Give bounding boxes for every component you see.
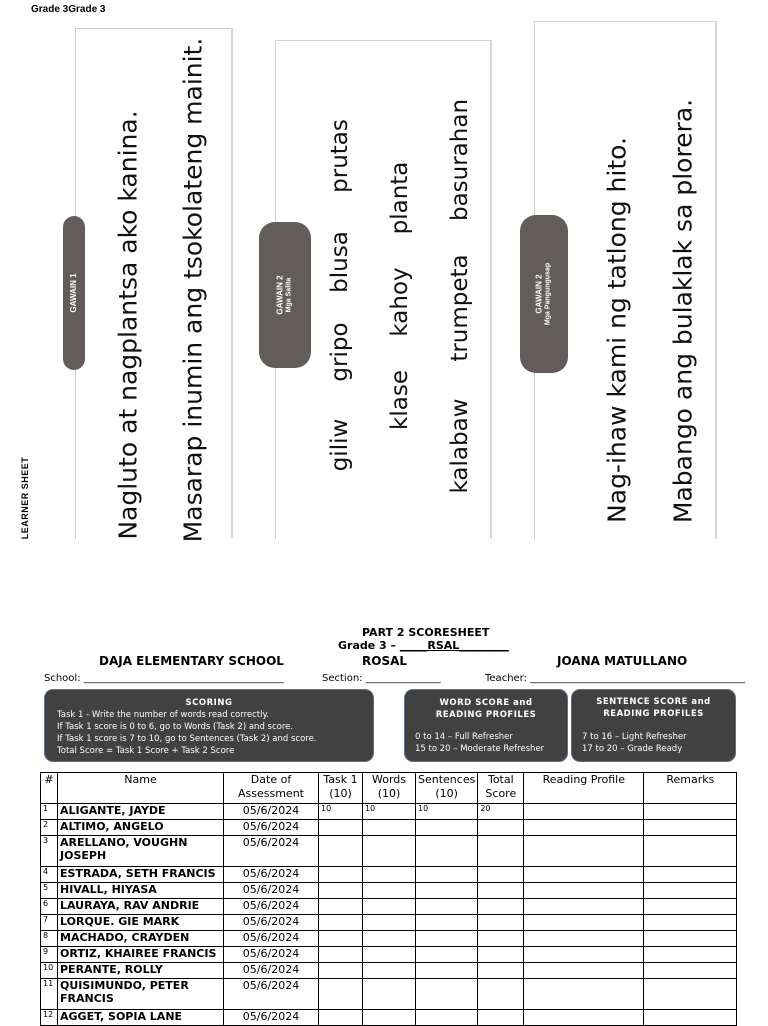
task1-score [319, 915, 363, 931]
sentence-profile-line: 7 to 16 – Light Refresher [582, 732, 687, 742]
task1-score [319, 883, 363, 899]
school-field: School: ________________________________________ [44, 673, 284, 684]
reading-profile [524, 804, 644, 820]
student-name: ALIGANTE, JAYDE [58, 804, 224, 820]
assessment-date: 05/6/2024 [224, 963, 319, 979]
col-header-name: Name [58, 773, 224, 804]
row-number: 7 [41, 915, 58, 931]
assessment-date: 05/6/2024 [224, 820, 319, 836]
table-row [41, 804, 737, 820]
words-score [363, 836, 416, 867]
words-score: 10 [363, 804, 416, 820]
row-number: 1 [41, 804, 58, 820]
grade-header: Grade 3Grade 3 [31, 4, 106, 15]
task1-score [319, 979, 363, 1010]
remarks [644, 836, 737, 867]
row-number: 8 [41, 931, 58, 947]
col-header-sentences: Sentences (10) [416, 773, 478, 804]
assessment-date: 05/6/2024 [224, 979, 319, 1010]
gawain2-sentences-label [535, 263, 554, 325]
student-name: HIVALL, HIYASA [58, 883, 224, 899]
assessment-date: 05/6/2024 [224, 899, 319, 915]
gawain2-sentences-title: GAWAIN 2 [534, 274, 544, 314]
student-name: ESTRADA, SETH FRANCIS [58, 867, 224, 883]
row-number: 10 [41, 963, 58, 979]
gawain2-words-pill [259, 222, 311, 368]
total-score [478, 963, 524, 979]
col-header-number: # [41, 773, 58, 804]
col-header-words: Words (10) [363, 773, 416, 804]
task1-score [319, 947, 363, 963]
student-name: ALTIMO, ANGELO [58, 820, 224, 836]
total-score [478, 931, 524, 947]
sentences-score [416, 915, 478, 931]
remarks [644, 979, 737, 1010]
grade-prefix: Grade 3 – [338, 639, 397, 652]
remarks [644, 947, 737, 963]
section-name: ROSAL [362, 654, 408, 668]
word-prutas: prutas [327, 119, 353, 193]
col-header-remarks: Remarks [644, 773, 737, 804]
row-number: 4 [41, 867, 58, 883]
sentences-score [416, 979, 478, 1010]
assessment-date: 05/6/2024 [224, 947, 319, 963]
task1-score [319, 931, 363, 947]
student-name: PERANTE, ROLLY [58, 963, 224, 979]
sentences-score [416, 931, 478, 947]
table-row [41, 836, 737, 867]
table-row [41, 963, 737, 979]
words-score [363, 883, 416, 899]
sentences-score: 10 [416, 804, 478, 820]
reading-profile [524, 979, 644, 1010]
reading-profile [524, 899, 644, 915]
row-number: 5 [41, 883, 58, 899]
remarks [644, 899, 737, 915]
table-row [41, 899, 737, 915]
assessment-date: 05/6/2024 [224, 1010, 319, 1026]
reading-profile [524, 836, 644, 867]
total-score [478, 1010, 524, 1026]
teacher-name: JOANA MATULLANO [557, 654, 688, 668]
assessment-date: 05/6/2024 [224, 804, 319, 820]
word-profile-line: 0 to 14 – Full Refresher [415, 732, 513, 742]
words-score [363, 931, 416, 947]
total-score [478, 979, 524, 1010]
assessment-date: 05/6/2024 [224, 915, 319, 931]
total-score [478, 899, 524, 915]
reading-profile [524, 867, 644, 883]
sentences-score [416, 963, 478, 979]
reading-profile [524, 820, 644, 836]
remarks [644, 804, 737, 820]
table-row [41, 915, 737, 931]
remarks [644, 931, 737, 947]
task1-score: 10 [319, 804, 363, 820]
school-name: DAJA ELEMENTARY SCHOOL [99, 654, 284, 668]
row-number: 6 [41, 899, 58, 915]
sentences-score [416, 899, 478, 915]
gawain2-sentences-subtitle: Mga Pangungusap [544, 262, 552, 326]
word-profiles-title-1: WORD SCORE and [439, 698, 533, 708]
sentences-score [416, 820, 478, 836]
remarks [644, 1010, 737, 1026]
gawain2-sentence-2: Mabango ang bulaklak sa plorera. [668, 98, 698, 524]
total-score [478, 820, 524, 836]
table-row [41, 979, 737, 1010]
col-header-profile: Reading Profile [524, 773, 644, 804]
table-header-row [41, 773, 737, 804]
reading-profile [524, 883, 644, 899]
table-row [41, 867, 737, 883]
sentences-score [416, 836, 478, 867]
gawain2-sentence-1: Nag-ihaw kami ng tatlong hito. [602, 137, 632, 523]
student-name: LAURAYA, RAV ANDRIE [58, 899, 224, 915]
words-score [363, 947, 416, 963]
word-kalabaw: kalabaw [447, 398, 473, 494]
words-score [363, 899, 416, 915]
gawain1-card [75, 28, 233, 539]
total-score [478, 915, 524, 931]
gawain1-pill [63, 216, 85, 370]
word-trumpeta: trumpeta [447, 254, 473, 362]
sentence-profiles-title-2: READING PROFILES [603, 709, 704, 719]
table-row [41, 820, 737, 836]
scoring-box [44, 689, 374, 762]
assessment-date: 05/6/2024 [224, 883, 319, 899]
reading-profile [524, 963, 644, 979]
col-header-date: Date of Assessment [224, 773, 319, 804]
assessment-date: 05/6/2024 [224, 836, 319, 867]
assessment-date: 05/6/2024 [224, 931, 319, 947]
sentences-score [416, 883, 478, 899]
total-score [478, 883, 524, 899]
task1-score [319, 963, 363, 979]
student-name: MACHADO, CRAYDEN [58, 931, 224, 947]
row-number: 2 [41, 820, 58, 836]
word-giliw: giliw [327, 418, 353, 472]
word-gripo: gripo [327, 322, 353, 382]
sentence-profiles-title-1: SENTENCE SCORE and [596, 697, 711, 707]
scoring-line: Task 1 - Write the number of words read correctly. [57, 710, 270, 720]
task1-score [319, 836, 363, 867]
words-score [363, 867, 416, 883]
gawain1-sentence-1: Nagluto at nagplantsa ako kanina. [113, 110, 143, 540]
sentence-profiles-box [571, 689, 736, 762]
sentence-profile-line: 17 to 20 – Grade Ready [582, 744, 683, 754]
table-row [41, 1010, 737, 1026]
total-score [478, 836, 524, 867]
gawain2-words-label [276, 275, 295, 314]
student-name: QUISIMUNDO, PETER FRANCIS [58, 979, 224, 1010]
gawain2-words-title: GAWAIN 2 [275, 275, 285, 315]
words-score [363, 820, 416, 836]
scoring-line: If Task 1 score is 0 to 6, go to Words (Task 2) and score. [57, 722, 294, 732]
scoresheet-title: PART 2 SCORESHEET [362, 626, 490, 639]
word-kahoy: kahoy [387, 267, 413, 337]
gawain1-sentence-2: Masarap inumin ang tsokolateng mainit. [178, 37, 208, 543]
words-score [363, 963, 416, 979]
learner-sheet-label: LEARNER SHEET [20, 456, 30, 540]
reading-profile [524, 947, 644, 963]
scoring-line: If Task 1 score is 7 to 10, go to Sentences (Task 2) and score. [57, 734, 317, 744]
assessment-date: 05/6/2024 [224, 867, 319, 883]
gawain2-words-subtitle: Mga Salita [285, 277, 293, 313]
grade-section-line [338, 639, 509, 652]
word-blusa: blusa [327, 231, 353, 293]
word-planta: planta [387, 161, 413, 235]
scoring-title: SCORING [185, 698, 233, 708]
sentences-score [416, 947, 478, 963]
teacher-field: Teacher: ___________________________________________ [485, 673, 746, 684]
section-field: Section: _______________ [322, 673, 441, 684]
total-score [478, 867, 524, 883]
table-row [41, 931, 737, 947]
words-score [363, 915, 416, 931]
word-basurahan: basurahan [447, 98, 473, 222]
word-profiles-box [404, 689, 568, 762]
scoring-line: Total Score = Task 1 Score + Task 2 Score [57, 746, 235, 756]
gawain1-label: GAWAIN 1 [69, 273, 78, 313]
sentences-score [416, 1010, 478, 1026]
row-number: 11 [41, 979, 58, 1010]
task1-score [319, 899, 363, 915]
student-name: LORQUE. GIE MARK [58, 915, 224, 931]
col-header-task1: Task 1 (10) [319, 773, 363, 804]
student-name: ORTIZ, KHAIREE FRANCIS [58, 947, 224, 963]
words-score [363, 1010, 416, 1026]
gawain2-sentences-pill [520, 215, 568, 373]
reading-profile [524, 1010, 644, 1026]
remarks [644, 867, 737, 883]
words-score [363, 979, 416, 1010]
row-number: 9 [41, 947, 58, 963]
scoresheet-table [40, 772, 737, 1026]
total-score: 20 [478, 804, 524, 820]
student-name: ARELLANO, VOUGHN JOSEPH [58, 836, 224, 867]
task1-score [319, 820, 363, 836]
remarks [644, 883, 737, 899]
total-score [478, 947, 524, 963]
remarks [644, 915, 737, 931]
word-klase: klase [387, 370, 413, 430]
reading-profile [524, 915, 644, 931]
reading-profile [524, 931, 644, 947]
remarks [644, 820, 737, 836]
task1-score [319, 867, 363, 883]
col-header-total: Total Score [478, 773, 524, 804]
grade-section: _____RSAL_________ [399, 639, 509, 652]
student-name: AGGET, SOPIA LANE [58, 1010, 224, 1026]
row-number: 3 [41, 836, 58, 867]
remarks [644, 963, 737, 979]
sentences-score [416, 867, 478, 883]
row-number: 12 [41, 1010, 58, 1026]
task1-score [319, 1010, 363, 1026]
word-profiles-title-2: READING PROFILES [435, 710, 537, 720]
table-row [41, 947, 737, 963]
table-row [41, 883, 737, 899]
word-profile-line: 15 to 20 – Moderate Refresher [415, 744, 545, 754]
